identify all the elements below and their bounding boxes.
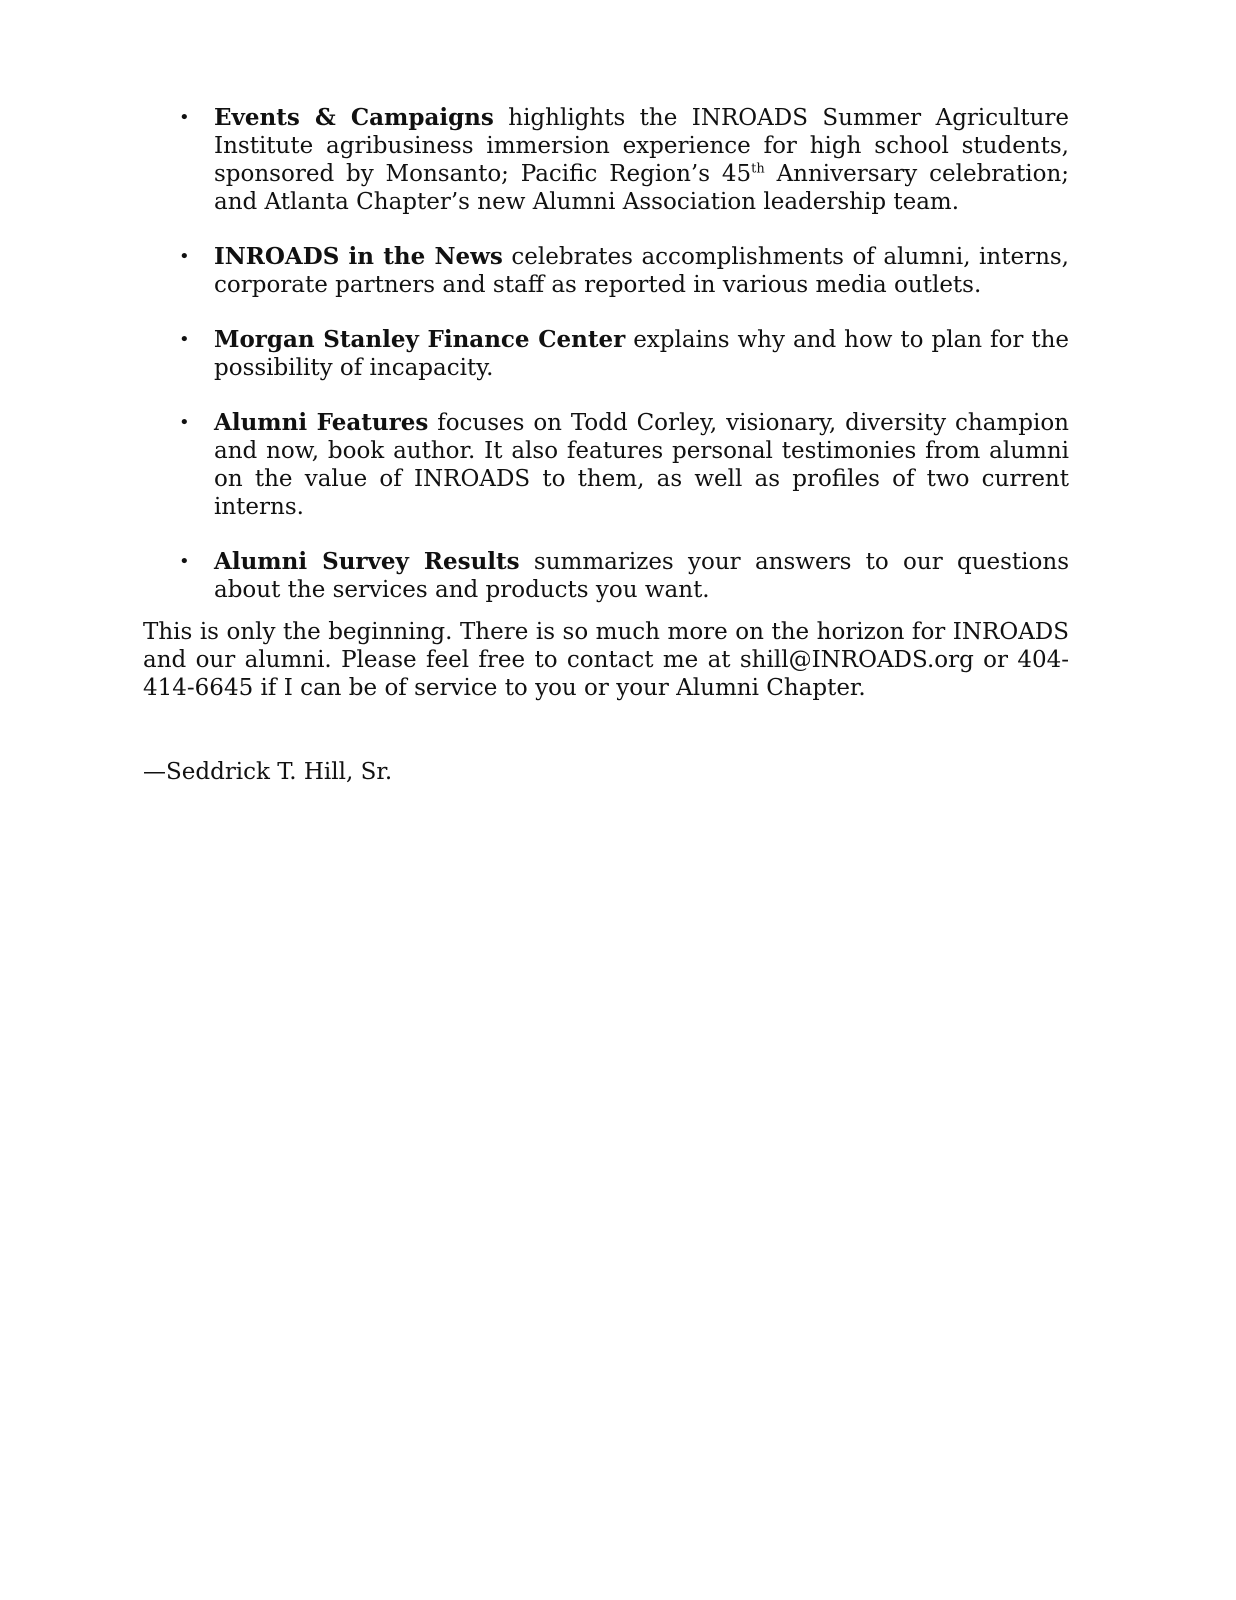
list-item [143,243,1069,299]
signature: —Seddrick T. Hill, Sr. [143,759,393,785]
item-heading: Alumni Features [214,409,429,436]
item-text: explains why and how to plan for the possibility of incapacity. [214,327,1070,381]
list-item [143,326,1069,382]
item-text: celebrates accomplishments of alumni, interns, corporate partners and staff as reported in various media outlets. [214,244,1069,298]
item-heading: INROADS in the News [214,243,503,270]
item-text: highlights the INROADS Summer Agriculture Institute agribusiness immersion experience for high school students, sponsored by Monsanto; Pacific Region’s 45 [214,105,1069,187]
bullet-icon: • [179,412,190,433]
bullet-icon: • [179,107,190,128]
bullet-icon: • [179,551,190,572]
item-text: focuses on Todd Corley, visionary, diversity champion and now, book author. It also features personal testimonies from alumni on the value of INROADS to them, as well as profiles of two current interns. [214,410,1069,520]
item-heading: Morgan Stanley Finance Center [214,326,626,353]
item-heading: Events & Campaigns [214,104,494,131]
closing-paragraph: This is only the beginning. There is so much more on the horizon for INROADS and our alumni. Please feel free to contact me at shill@INROADS.org or 404-414-6645 if I can be of service to you or your Alumni Chapter. [143,619,1069,701]
item-heading: Alumni Survey Results [214,548,520,575]
list-item [143,104,1069,216]
highlights-list [143,104,1069,604]
document-page [143,104,1069,786]
ordinal-suffix: th [751,161,765,177]
list-item [143,409,1069,521]
item-text: summarizes your answers to our questions about the services and products you want. [214,549,1069,603]
list-item [143,548,1069,604]
item-text-continued: Anniversary celebration; and Atlanta Chapter’s new Alumni Association leadership team. [214,161,1070,215]
bullet-icon: • [179,246,190,267]
bullet-icon: • [179,329,190,350]
